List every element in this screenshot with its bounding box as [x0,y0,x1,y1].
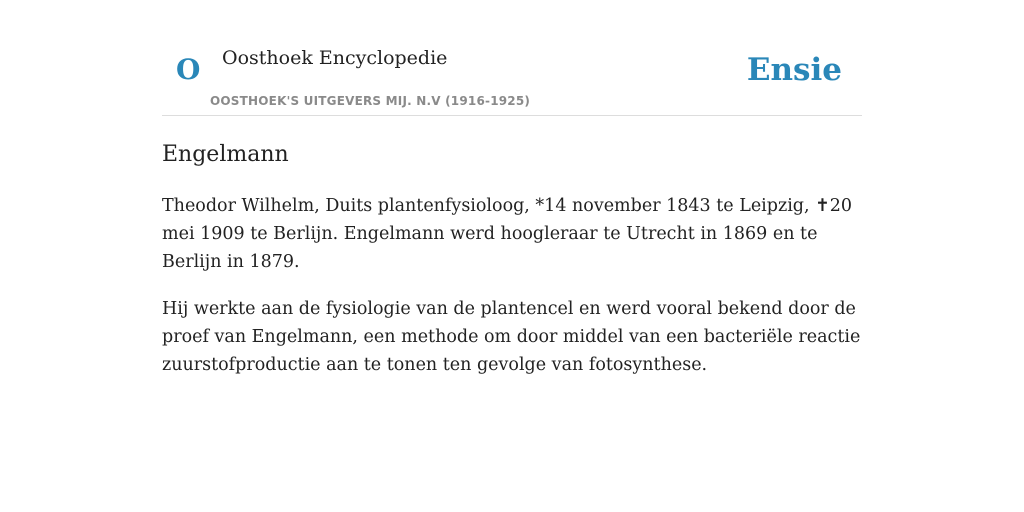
article-body [162,192,862,379]
publisher-subtitle: OOSTHOEK'S UITGEVERS MIJ. N.V (1916-1925) [210,94,531,108]
article-paragraph: Theodor Wilhelm, Duits plantenfysioloog, *14 november 1843 te Leipzig, ✝20 mei 1909 te Berlijn. Engelmann werd hoogleraar te Utrecht in 1869 en te Berlijn in 1879. [162,196,853,272]
article-title: Engelmann [162,142,289,167]
site-title[interactable]: Oosthoek Encyclopedie [222,47,448,69]
article-paragraph: Hij werkte aan de fysiologie van de plantencel en werd vooral bekend door de proef van Engelmann, een methode om door middel van een bacteriële reactie zuurstofproductie aan te tonen ten gevolge van fotosynthese. [162,299,861,375]
site-header [162,42,862,116]
ensie-home-link[interactable]: Ensie [746,52,842,88]
logo-icon[interactable]: O [176,53,201,86]
page [162,0,862,379]
